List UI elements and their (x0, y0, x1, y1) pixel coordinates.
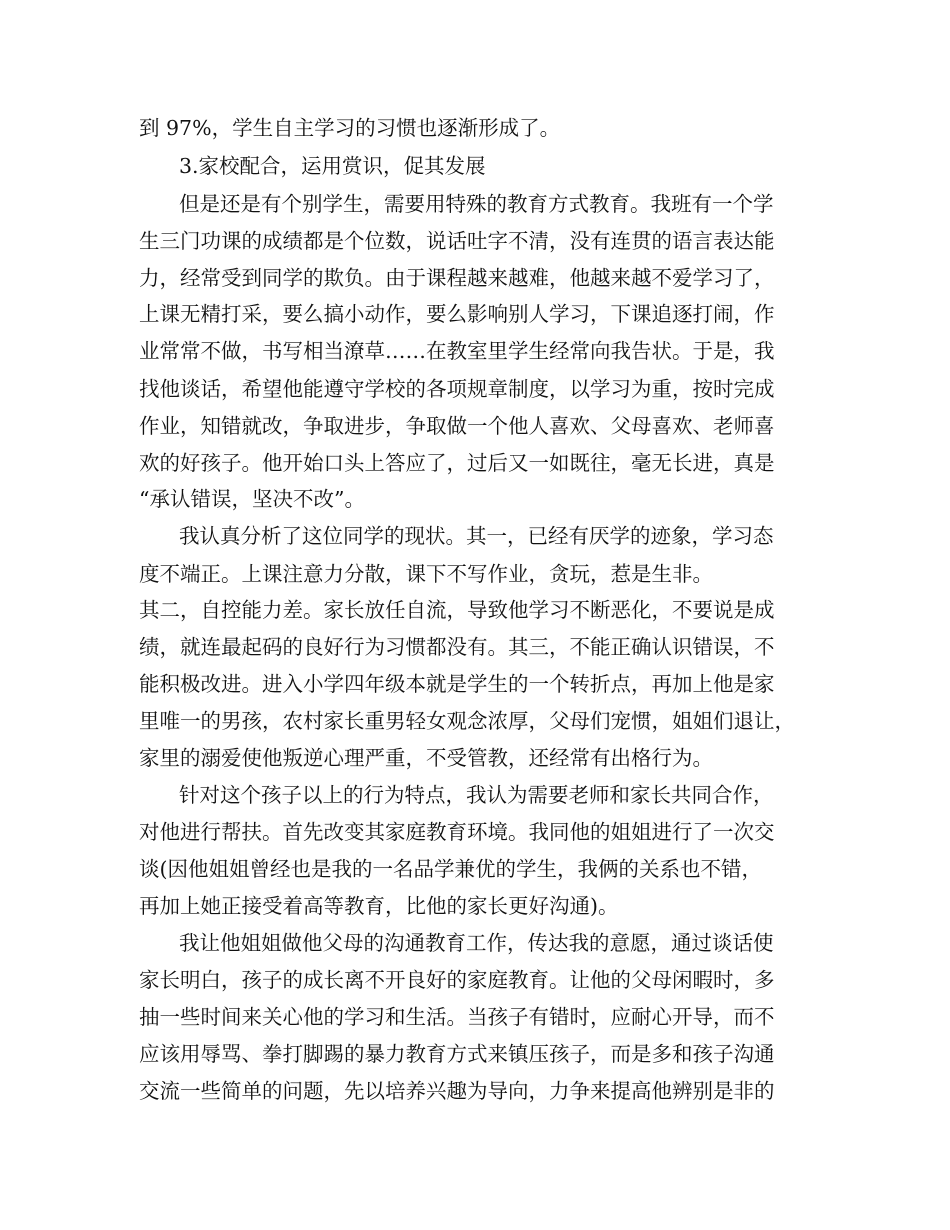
text-line: 度不端正。上课注意力分散，课下不写作业，贪玩，惹是生非。 (139, 562, 713, 586)
text-line: 其二，自控能力差。家长放任自流，导致他学习不断恶化，不要说是成 (139, 598, 775, 622)
section-heading: 3.家校配合，运用赏识，促其发展 (179, 154, 486, 178)
text-line: 生三门功课的成绩都是个位数，说话吐字不清，没有连贯的语言表达能 (139, 229, 775, 253)
text-line: 抽一些时间来关心他的学习和生活。当孩子有错时，应耐心开导，而不 (139, 1005, 775, 1029)
text-line: 上课无精打采，要么搞小动作，要么影响别人学习，下课追逐打闹，作 (139, 302, 775, 326)
text-line: 但是还是有个别学生，需要用特殊的教育方式教育。我班有一个学 (179, 192, 774, 216)
text-line: 交流一些简单的问题，先以培养兴趣为导向，力争来提高他辨别是非的 (139, 1079, 775, 1103)
text-line: 再加上她正接受着高等教育，比他的家长更好沟通)。 (139, 894, 619, 918)
text-line: 里唯一的男孩，农村家长重男轻女观念浓厚，父母们宠惯，姐姐们退让， (139, 709, 795, 733)
text-line: 我让他姐姐做他父母的沟通教育工作，传达我的意愿，通过谈话使 (179, 931, 774, 955)
text-line: 力，经常受到同学的欺负。由于课程越来越难，他越来越不爱学习了， (139, 266, 775, 290)
text-line: 对他进行帮扶。首先改变其家庭教育环境。我同他的姐姐进行了一次交 (139, 820, 775, 844)
text-line: 作业，知错就改，争取进步，争取做一个他人喜欢、父母喜欢、老师喜 (139, 414, 775, 438)
text-line: 家里的溺爱使他叛逆心理严重，不受管教，还经常有出格行为。 (139, 746, 713, 770)
text-line: “承认错误，坚决不改”。 (139, 487, 365, 511)
text-line: 谈(因他姐姐曾经也是我的一名品学兼优的学生，我俩的关系也不错， (139, 857, 762, 881)
text-line: 业常常不做，书写相当潦草……在教室里学生经常向我告状。于是，我 (139, 339, 775, 363)
text-line: 欢的好孩子。他开始口头上答应了，过后又一如既往，毫无长进，真是 (139, 451, 775, 475)
text-line: 找他谈话，希望他能遵守学校的各项规章制度，以学习为重，按时完成 (139, 377, 775, 401)
text-line: 家长明白，孩子的成长离不开良好的家庭教育。让他的父母闲暇时，多 (139, 968, 775, 992)
text-line: 到 97%，学生自主学习的习惯也逐渐形成了。 (139, 116, 561, 140)
text-line: 能积极改进。进入小学四年级本就是学生的一个转折点，再加上他是家 (139, 672, 775, 696)
text-line: 我认真分析了这位同学的现状。其一，已经有厌学的迹象，学习态 (179, 524, 774, 548)
text-line: 应该用辱骂、拳打脚踢的暴力教育方式来镇压孩子，而是多和孩子沟通 (139, 1042, 775, 1066)
text-line: 针对这个孩子以上的行为特点，我认为需要老师和家长共同合作， (179, 783, 774, 807)
text-line: 绩，就连最起码的良好行为习惯都没有。其三，不能正确认识错误，不 (139, 635, 775, 659)
